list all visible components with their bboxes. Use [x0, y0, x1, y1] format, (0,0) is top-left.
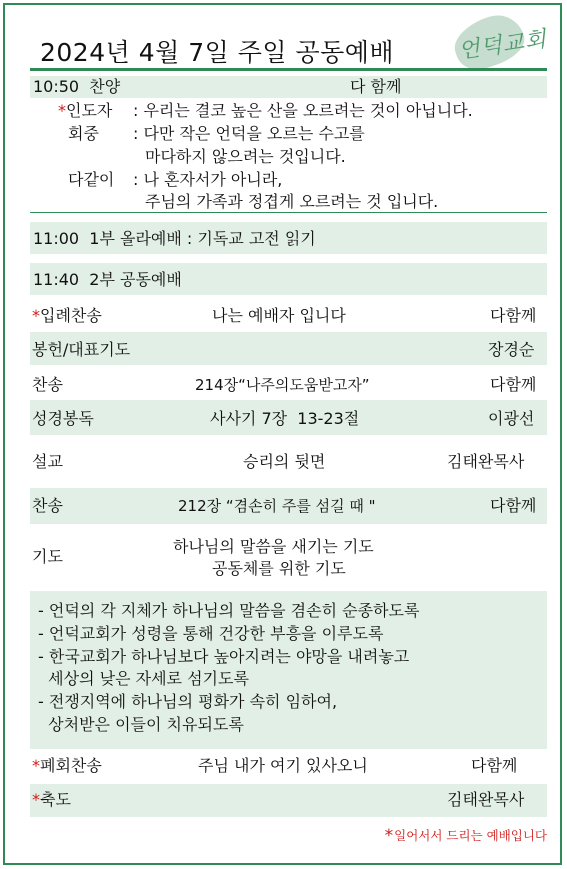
prayer-topic: 세상의 낮은 자세로 섬기도록 [38, 669, 249, 688]
item-leader: 김태완목사 [447, 790, 525, 809]
item-title-2: 공동체를 위한 기도 [212, 559, 346, 578]
prayer-topic: 상처받은 이들이 치유되도록 [38, 715, 244, 734]
item-label: 찬송 [32, 496, 63, 515]
item-leader: 장경순 [488, 340, 535, 359]
role-congregation: 회중 [68, 124, 99, 143]
page-title: 2024년 4월 7일 주일 공동예배 [40, 38, 395, 67]
item-leader: 이광선 [488, 409, 535, 428]
item-title: 사사기 7장 13-23절 [210, 409, 360, 428]
item-label: *폐회찬송 [32, 756, 102, 775]
item-title: 승리의 뒷면 [243, 452, 326, 471]
item-title: 주님 내가 여기 있사오니 [198, 756, 368, 775]
item-leader: 다함께 [490, 496, 537, 515]
church-logo [448, 14, 560, 72]
item-title: 하나님의 말씀을 새기는 기도 [173, 537, 374, 556]
opening-time-label: 10:50 찬양 [33, 77, 121, 96]
title-divider [30, 68, 547, 71]
item-title: 212장 “겸손히 주를 섬길 때 " [178, 497, 376, 515]
role-leader: *인도자 [58, 101, 113, 120]
stand-mark: * [32, 790, 40, 809]
item-label: 설교 [32, 452, 63, 471]
line-all-cont: 주님의 가족과 정겹게 오르려는 것 입니다. [145, 192, 439, 211]
role-all: 다같이 [68, 170, 115, 189]
line-all: : 나 혼자서가 아니라, [133, 170, 283, 189]
line-congregation-cont: 마다하지 않으려는 것입니다. [145, 147, 346, 166]
item-label: 봉헌/대표기도 [32, 340, 131, 359]
line-leader: : 우리는 결코 높은 산을 오르려는 것이 아닙니다. [133, 101, 473, 120]
prayer-topic: - 전쟁지역에 하나님의 평화가 속히 임하여, [38, 692, 338, 711]
stand-mark: * [32, 756, 40, 775]
prayer-topic: - 한국교회가 하나님보다 높아지려는 야망을 내려놓고 [38, 647, 410, 666]
item-leader: 다함께 [490, 306, 537, 325]
item-label: 찬송 [32, 375, 63, 394]
item-title: 214장“나주의도움받고자” [195, 376, 370, 394]
item-label: 기도 [32, 547, 63, 566]
part2-heading: 11:40 2부 공동예배 [33, 270, 182, 289]
item-title: 나는 예배자 입니다 [212, 306, 346, 325]
item-label: *축도 [32, 790, 71, 809]
prayer-topic: - 언덕의 각 지체가 하나님의 말씀을 겸손히 순종하도록 [38, 601, 420, 620]
item-leader: 다함께 [490, 375, 537, 394]
item-leader: 김태완목사 [447, 452, 525, 471]
part1-heading: 11:00 1부 올라예배 : 기독교 고전 읽기 [33, 229, 316, 248]
standing-footnote: *일어서서 드리는 예배입니다 [384, 826, 547, 846]
item-label: 성경봉독 [32, 409, 94, 428]
stand-mark: * [58, 101, 66, 120]
stand-mark: * [32, 306, 40, 325]
item-label: *입례찬송 [32, 306, 102, 325]
stand-mark: * [384, 826, 394, 846]
logo-text: 언덕교회 [456, 26, 549, 65]
line-congregation: : 다만 작은 언덕을 오르는 수고를 [133, 124, 365, 143]
item-leader: 다함께 [471, 756, 518, 775]
opening-performer: 다 함께 [350, 77, 402, 96]
section-divider [30, 212, 547, 213]
prayer-topic: - 언덕교회가 성령을 통해 건강한 부흥을 이루도록 [38, 624, 384, 643]
